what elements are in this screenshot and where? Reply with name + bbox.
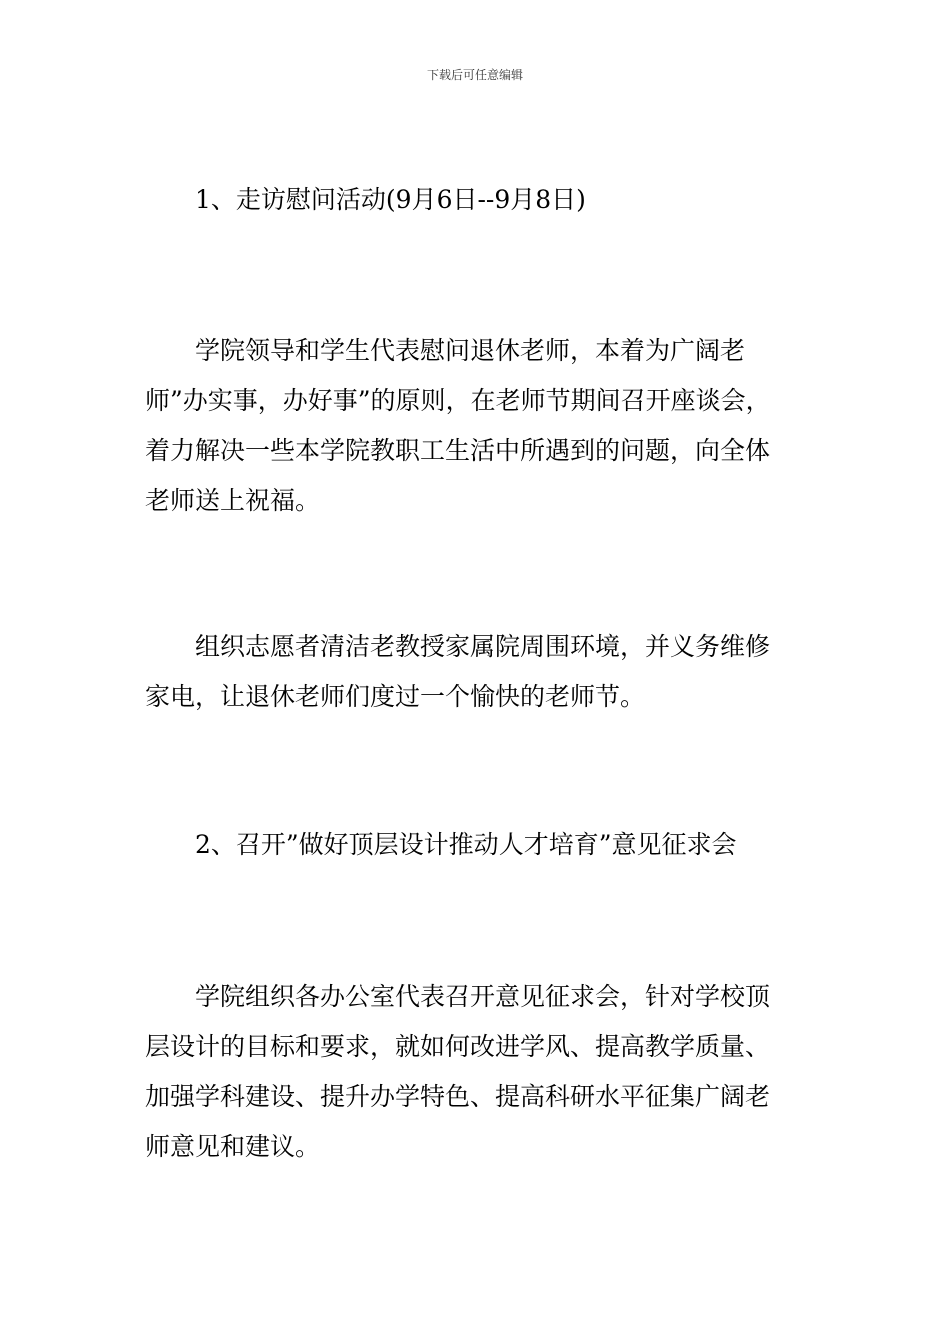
paragraph-1-line-2: 师”办实事，办好事”的原则，在老师节期间召开座谈会，	[145, 386, 771, 415]
header-note: 下载后可任意编辑	[426, 68, 523, 82]
paragraph-3-line-2: 层设计的目标和要求，就如何改进学风、提高教学质量、	[145, 1032, 771, 1061]
paragraph-1-line-1: 学院领导和学生代表慰问退休老师，本着为广阔老	[195, 336, 746, 365]
paragraph-3-line-3: 加强学科建设、提升办学特色、提高科研水平征集广阔老	[145, 1082, 771, 1111]
section-heading-1: 1、走访慰问活动(9月6日--9月8日)	[195, 185, 586, 214]
paragraph-3-line-4: 师意见和建议。	[145, 1132, 321, 1161]
paragraph-2-line-1: 组织志愿者清洁老教授家属院周围环境，并义务维修	[195, 632, 771, 661]
paragraph-1-line-3: 着力解决一些本学院教职工生活中所遇到的问题，向全体	[145, 436, 771, 465]
section-heading-2: 2、召开”做好顶层设计推动人才培育”意见征求会	[195, 830, 737, 859]
paragraph-1-line-4: 老师送上祝福。	[145, 486, 321, 515]
paragraph-2-line-2: 家电，让退休老师们度过一个愉快的老师节。	[145, 682, 646, 711]
paragraph-3-line-1: 学院组织各办公室代表召开意见征求会，针对学校顶	[195, 982, 771, 1011]
